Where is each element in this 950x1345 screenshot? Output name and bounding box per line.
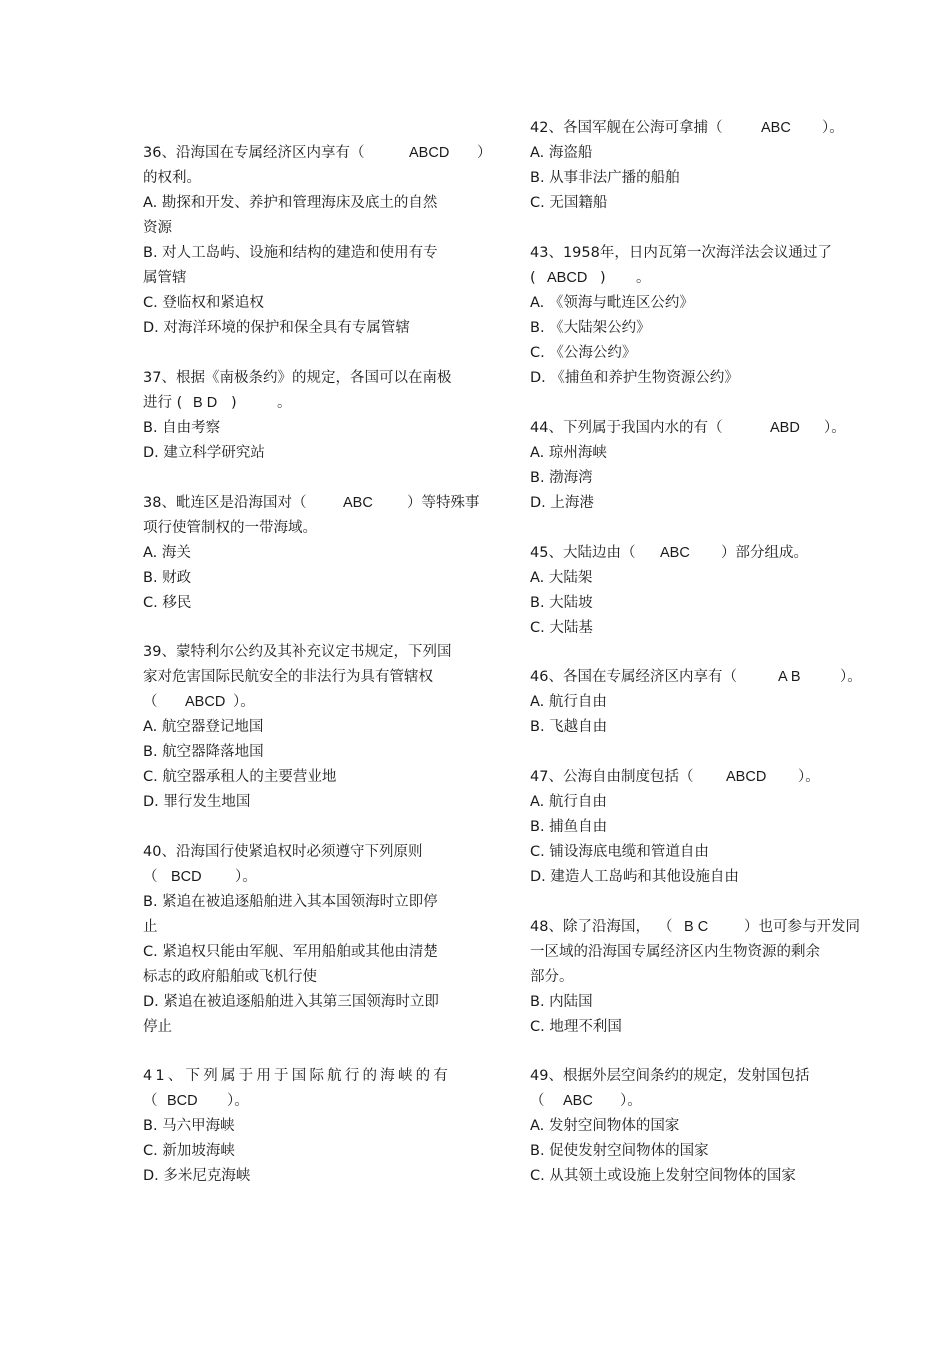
q47-stem-line-1 [530, 765, 820, 790]
q48-stem-line-3: 部分。 [530, 969, 574, 985]
q49-option-a: A. 发射空间物体的国家 [530, 1118, 680, 1134]
q46-option-a: A. 航行自由 [530, 694, 607, 710]
q36-option-b: B. 对人工岛屿、设施和结构的建造和使用有专 [143, 245, 438, 261]
q39-stem-pre: （ [143, 694, 158, 710]
q40-stem-line-2 [143, 865, 257, 890]
q38-option-a: A. 海关 [143, 545, 191, 561]
q38-option-c: C. 移民 [143, 595, 192, 611]
q39-answer: ABCD [185, 694, 226, 710]
q42-stem-text: 42、各国军舰在公海可拿捕（ [530, 120, 723, 136]
q48-option-c: C. 地理不利国 [530, 1019, 622, 1035]
q43-stem-post: ) [600, 270, 606, 286]
q36-option-b-cont: 属管辖 [143, 270, 187, 286]
q47-stem-end: ）。 [798, 769, 820, 785]
q36-option-a-cont: 资源 [143, 220, 172, 236]
q45-option-c: C. 大陆基 [530, 620, 593, 636]
q42-option-b: B. 从事非法广播的船舶 [530, 170, 680, 186]
q36-stem-text: 36、沿海国在专属经济区内享有（ [143, 145, 365, 161]
q43-option-a: A. 《领海与毗连区公约》 [530, 295, 694, 311]
q36-option-d: D. 对海洋环境的保护和保全具有专属管辖 [143, 320, 410, 336]
q45-stem-line-1 [530, 541, 808, 566]
q44-stem-end: ）。 [824, 420, 846, 436]
q36-option-a: A. 勘探和开发、养护和管理海床及底土的自然 [143, 195, 438, 211]
q44-option-a: A. 琼州海峡 [530, 445, 607, 461]
q48-stem-line-2: 一区域的沿海国专属经济区内生物资源的剩余 [530, 944, 820, 960]
q41-answer: BCD [167, 1093, 198, 1109]
q39-option-d: D. 罪行发生地国 [143, 794, 251, 810]
q49-stem-pre: （ [530, 1093, 545, 1109]
q44-stem-text: 44、下列属于我国内水的有（ [530, 420, 723, 436]
q39-option-b: B. 航空器降落地国 [143, 744, 264, 760]
q38-stem-line-2: 项行使管制权的一带海域。 [143, 520, 317, 536]
q47-option-d: D. 建造人工岛屿和其他设施自由 [530, 869, 739, 885]
q43-option-d: D. 《捕鱼和养护生物资源公约》 [530, 370, 739, 386]
q48-stem-paren: （ [658, 919, 673, 935]
q44-stem-line-1 [530, 416, 846, 441]
q37-stem-end: 。 [277, 395, 292, 411]
q42-option-a: A. 海盗船 [530, 145, 593, 161]
q40-option-d: D. 紧追在被追逐船舶进入其第三国领海时立即 [143, 994, 439, 1010]
q39-stem-line-3 [143, 690, 255, 715]
q43-stem-line-2 [530, 266, 651, 291]
q38-stem-text: 38、毗连区是沿海国对（ [143, 495, 307, 511]
q46-stem-text: 46、各国在专属经济区内享有（ [530, 669, 737, 685]
q40-stem-line-1: 40、沿海国行使紧追权时必须遵守下列原则 [143, 844, 423, 860]
q41-stem-pre: （ [143, 1093, 158, 1109]
q49-stem-post: ）。 [620, 1093, 642, 1109]
q42-stem-line-1 [530, 116, 844, 141]
q48-stem-text: 48、除了沿海国， [530, 919, 650, 935]
q41-option-b: B. 马六甲海峡 [143, 1118, 235, 1134]
q38-stem-end: ）等特殊事 [407, 495, 480, 511]
q37-option-b: B. 自由考察 [143, 420, 221, 436]
q49-option-c: C. 从其领土或设施上发射空间物体的国家 [530, 1168, 796, 1184]
q36-stem-line-2: 的权利。 [143, 170, 201, 186]
q46-option-b: B. 飞越自由 [530, 719, 608, 735]
q45-stem-text: 45、大陆边由（ [530, 545, 636, 561]
q41-stem-line-1: 41、下列属于用于国际航行的海峡的有 [143, 1068, 452, 1084]
q37-stem-post: ) [231, 395, 237, 411]
q37-stem-line-1: 37、根据《南极条约》的规定，各国可以在南极 [143, 370, 452, 386]
q39-option-c: C. 航空器承租人的主要营业地 [143, 769, 337, 785]
q45-answer: ABC [660, 545, 690, 561]
q42-stem-end: ）。 [822, 120, 844, 136]
q36-answer: ABCD [409, 145, 450, 161]
q46-stem-line-1 [530, 665, 862, 690]
q36-option-c: C. 登临权和紧追权 [143, 295, 264, 311]
q46-stem-end: ）。 [840, 669, 862, 685]
q38-option-b: B. 财政 [143, 570, 192, 586]
q43-option-b: B. 《大陆架公约》 [530, 320, 651, 336]
q48-stem-line-1 [530, 915, 860, 940]
q36-stem-end: ） [477, 145, 492, 161]
q37-stem-line-2 [143, 391, 292, 416]
q44-option-b: B. 渤海湾 [530, 470, 593, 486]
q45-option-a: A. 大陆架 [530, 570, 593, 586]
q41-option-d: D. 多米尼克海峡 [143, 1168, 251, 1184]
q44-answer: ABD [770, 420, 800, 436]
q49-option-b: B. 促使发射空间物体的国家 [530, 1143, 709, 1159]
q43-stem-line-1: 43、1958年，日内瓦第一次海洋法会议通过了 [530, 245, 832, 261]
q47-stem-text: 47、公海自由制度包括（ [530, 769, 694, 785]
q47-answer: ABCD [726, 769, 767, 785]
q40-option-b-cont: 止 [143, 919, 158, 935]
q37-answer: B D [193, 395, 218, 411]
q40-answer: BCD [171, 869, 202, 885]
q48-option-b: B. 内陆国 [530, 994, 593, 1010]
q43-answer: ABCD [547, 270, 588, 286]
q40-option-c-cont: 标志的政府船舶或飞机行使 [143, 969, 317, 985]
q39-option-a: A. 航空器登记地国 [143, 719, 264, 735]
q47-option-c: C. 铺设海底电缆和管道自由 [530, 844, 709, 860]
q37-stem-pre: 进行 ( [143, 395, 183, 411]
q43-option-c: C. 《公海公约》 [530, 345, 637, 361]
q39-stem-line-2: 家对危害国际民航安全的非法行为具有管辖权 [143, 669, 433, 685]
q43-stem-pre: ( [530, 270, 536, 286]
q41-stem-post: ）。 [227, 1093, 249, 1109]
q49-answer: ABC [563, 1093, 593, 1109]
q41-stem-line-2 [143, 1089, 249, 1114]
q40-option-d-cont: 停止 [143, 1019, 172, 1035]
q38-stem-line-1 [143, 491, 480, 516]
q38-answer: ABC [343, 495, 373, 511]
q49-stem-line-2 [530, 1089, 642, 1114]
q49-stem-line-1: 49、根据外层空间条约的规定，发射国包括 [530, 1068, 810, 1084]
q39-stem-post: ）。 [233, 694, 255, 710]
q42-answer: ABC [761, 120, 791, 136]
q45-option-b: B. 大陆坡 [530, 595, 593, 611]
q47-option-a: A. 航行自由 [530, 794, 607, 810]
q48-answer: B C [684, 919, 709, 935]
q46-answer: A B [778, 669, 801, 685]
q39-stem-line-1: 39、蒙特利尔公约及其补充议定书规定，下列国 [143, 644, 452, 660]
q40-stem-post: ）。 [235, 869, 257, 885]
q40-option-c: C. 紧追权只能由军舰、军用船舶或其他由清楚 [143, 944, 438, 960]
q48-stem-end: ）也可参与开发同 [744, 919, 860, 935]
q40-option-b: B. 紧追在被追逐船舶进入其本国领海时立即停 [143, 894, 438, 910]
q45-stem-end: ）部分组成。 [721, 545, 808, 561]
q43-stem-end: 。 [636, 270, 651, 286]
q40-stem-pre: （ [143, 869, 158, 885]
q37-option-d: D. 建立科学研究站 [143, 445, 265, 461]
q44-option-d: D. 上海港 [530, 495, 594, 511]
q36-stem-line-1 [143, 141, 492, 166]
q42-option-c: C. 无国籍船 [530, 195, 608, 211]
q41-option-c: C. 新加坡海峡 [143, 1143, 235, 1159]
q47-option-b: B. 捕鱼自由 [530, 819, 608, 835]
